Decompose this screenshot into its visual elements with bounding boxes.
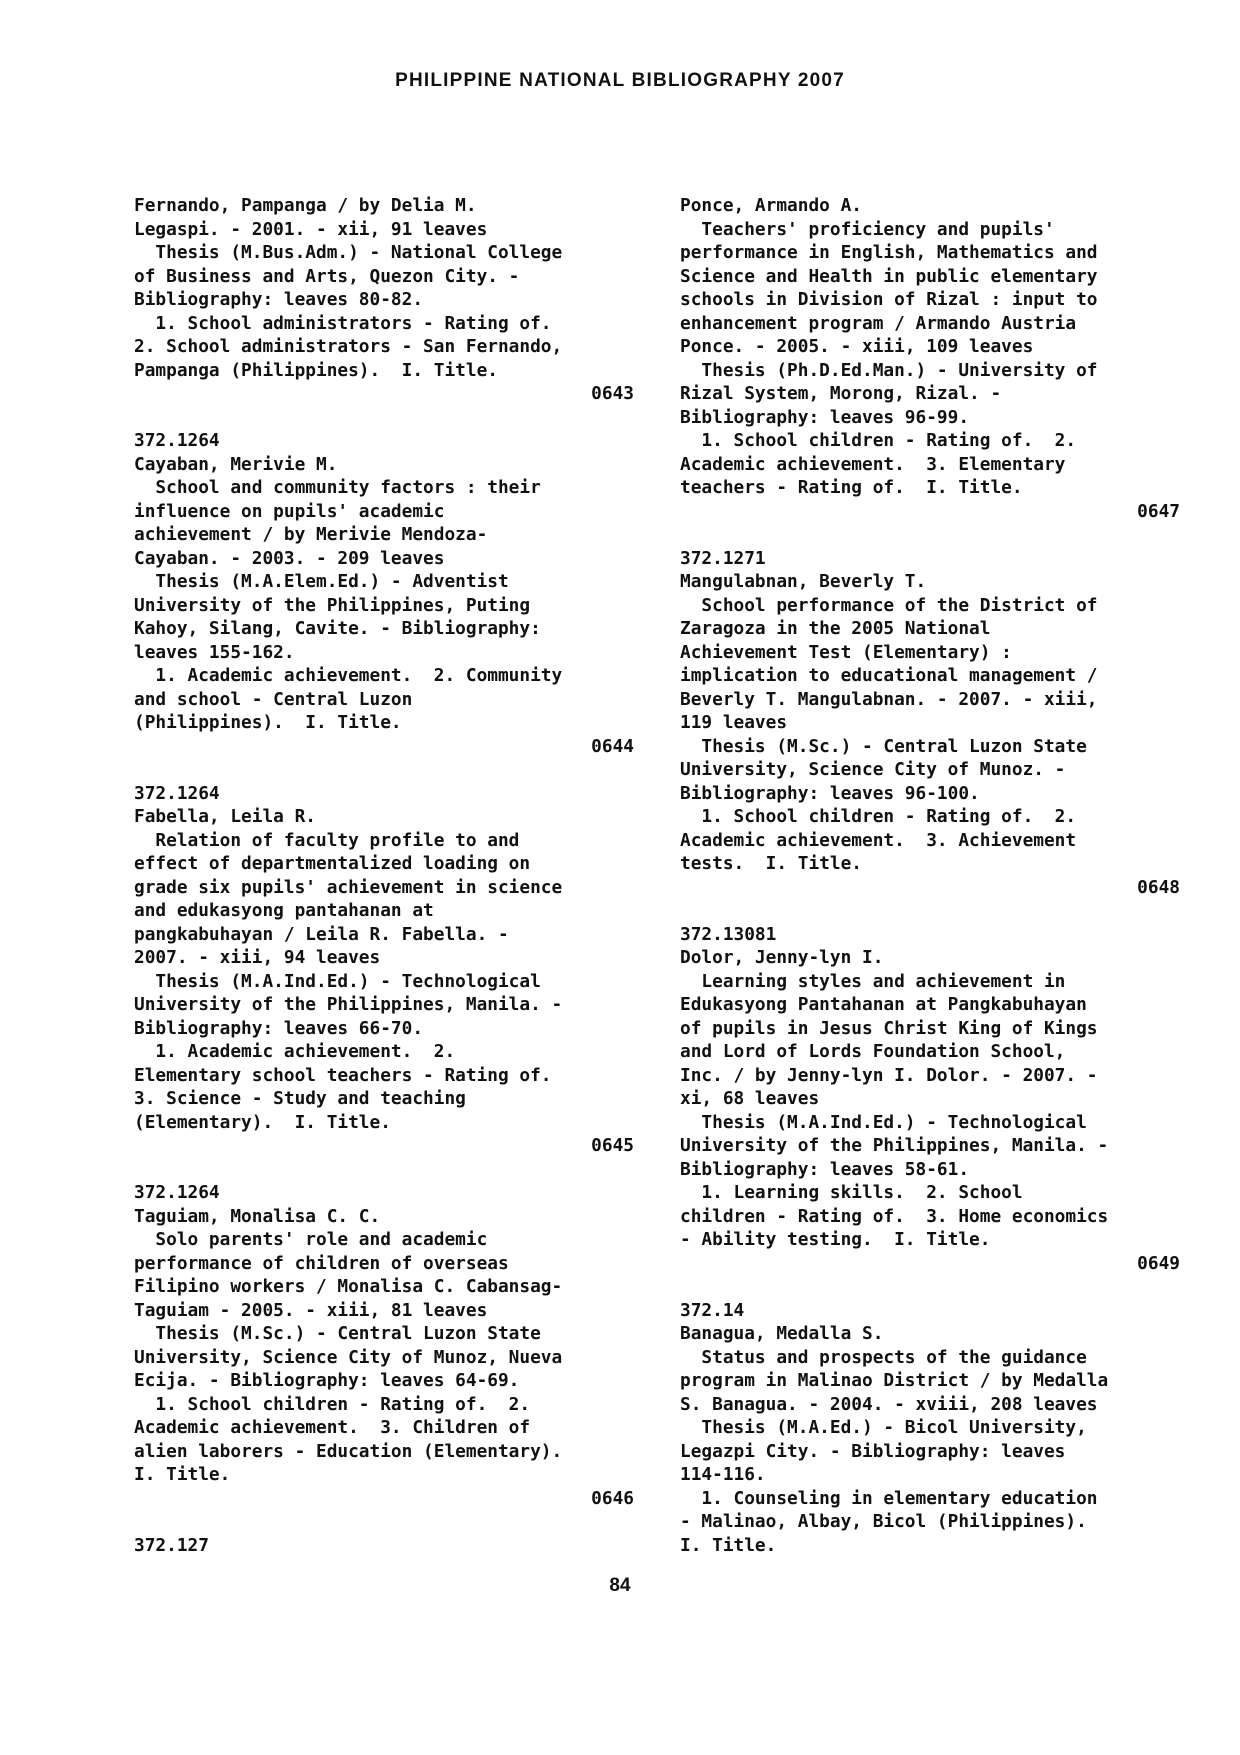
entry-line: Cayaban, Merivie M. [134, 453, 338, 475]
entry-line: performance of children of overseas [134, 1252, 509, 1274]
entry-line: Kahoy, Silang, Cavite. - Bibliography: [134, 618, 541, 639]
entry-line: 1. Counseling in elementary education [680, 1487, 1098, 1509]
entry-line: - Malinao, Albay, Bicol (Philippines). [680, 1511, 1087, 1532]
entry-line: 3. Science - Study and teaching [134, 1088, 466, 1109]
entry-line: enhancement program / Armando Austria [680, 312, 1077, 334]
entry-line: alien laborers - Education (Elementary). [134, 1440, 563, 1462]
entry-line: Academic achievement. 3. Children of [134, 1417, 531, 1438]
entry-line: Rizal System, Morong, Rizal. - [680, 383, 1002, 404]
entry-spacer [134, 1158, 634, 1182]
entry-spacer [134, 406, 634, 430]
entry-line: Bibliography: leaves 58-61. [680, 1158, 970, 1180]
entry-line: Thesis (M.A.Elem.Ed.) - Adventist [134, 571, 509, 592]
entry-line: tests. I. Title. [680, 853, 862, 874]
bibliography-entry [680, 923, 1180, 1276]
entry-line: Beverly T. Mangulabnan. - 2007. - xiii, [680, 688, 1098, 710]
bibliography-entry [134, 782, 634, 1158]
entry-line: 1. Learning skills. 2. School [680, 1182, 1023, 1203]
entry-line: Thesis (M.Sc.) - Central Luzon State [680, 735, 1087, 757]
entry-line: schools in Division of Rizal : input to [680, 289, 1098, 310]
entry-line: Taguiam - 2005. - xiii, 81 leaves [134, 1299, 488, 1321]
entry-line: Science and Health in public elementary [680, 265, 1098, 287]
entry-line: Solo parents' role and academic [134, 1229, 488, 1250]
entry-line: Inc. / by Jenny-lyn I. Dolor. - 2007. - [680, 1064, 1098, 1086]
entry-line: grade six pupils' achievement in science [134, 876, 563, 898]
entry-line: and Lord of Lords Foundation School, [680, 1041, 1066, 1062]
entry-line: implication to educational management / [680, 665, 1098, 686]
entry-line: 1. School administrators - Rating of. [134, 312, 552, 334]
entry-line: Relation of faculty profile to and [134, 829, 520, 851]
entry-line: Teachers' proficiency and pupils' [680, 218, 1055, 240]
entry-line: program in Malinao District / by Medalla [680, 1370, 1109, 1391]
entry-line: Banagua, Medalla S. [680, 1323, 884, 1344]
entry-number: 0644 [591, 735, 634, 757]
entry-line: 1. School children - Rating of. 2. [680, 806, 1077, 827]
page-number: 84 [609, 1575, 631, 1596]
entry-line: Bibliography: leaves 66-70. [134, 1017, 424, 1039]
running-header: PHILIPPINE NATIONAL BIBLIOGRAPHY 2007 [395, 70, 845, 91]
entry-number: 0649 [1137, 1252, 1180, 1274]
entry-line: Achievement Test (Elementary) : [680, 641, 1012, 663]
entry-line: I. Title. [680, 1534, 777, 1556]
entry-spacer [134, 758, 634, 782]
entry-line: Thesis (M.Bus.Adm.) - National College [134, 242, 563, 263]
entry-line: (Elementary). I. Title. [134, 1111, 391, 1133]
entry-spacer [680, 899, 1180, 923]
entry-line: Ponce. - 2005. - xiii, 109 leaves [680, 336, 1034, 357]
entry-line: achievement / by Merivie Mendoza- [134, 524, 488, 545]
entry-line: of pupils in Jesus Christ King of Kings [680, 1017, 1098, 1039]
entry-line: Legazpi City. - Bibliography: leaves [680, 1440, 1066, 1462]
entry-line: Edukasyong Pantahanan at Pangkabuhayan [680, 994, 1087, 1015]
entry-line: and school - Central Luzon [134, 688, 413, 710]
entry-line: I. Title. [134, 1464, 231, 1485]
entry-line: Thesis (M.A.Ed.) - Bicol University, [680, 1417, 1087, 1438]
entry-line: 114-116. [680, 1464, 766, 1485]
bibliography-entry [134, 194, 634, 406]
entry-line: 1. Academic achievement. 2. [134, 1041, 456, 1062]
entry-line: 2007. - xiii, 94 leaves [134, 947, 381, 968]
right-column [680, 194, 1180, 1557]
entry-line: Pampanga (Philippines). I. Title. [134, 359, 498, 381]
entry-line: Filipino workers / Monalisa C. Cabansag- [134, 1276, 563, 1297]
left-column [134, 194, 634, 1557]
entry-line: 1. School children - Rating of. 2. [680, 430, 1077, 451]
entry-line: Thesis (Ph.D.Ed.Man.) - University of [680, 359, 1098, 381]
entry-line: 1. Academic achievement. 2. Community [134, 665, 563, 686]
entry-line: 119 leaves [680, 712, 788, 733]
entry-line: School performance of the District of [680, 594, 1098, 616]
entry-number: 0646 [591, 1487, 634, 1509]
entry-line: Cayaban. - 2003. - 209 leaves [134, 547, 445, 569]
entry-number: 0645 [591, 1135, 634, 1156]
bibliography-entry [680, 547, 1180, 900]
bibliography-entry [134, 429, 634, 758]
call-number: 372.13081 [680, 923, 777, 945]
entry-line: Zaragoza in the 2005 National [680, 618, 991, 639]
entry-line: Thesis (M.A.Ind.Ed.) - Technological [680, 1111, 1087, 1133]
entry-number: 0643 [591, 383, 634, 404]
entry-line: teachers - Rating of. I. Title. [680, 477, 1023, 498]
entry-number: 0648 [1137, 876, 1180, 898]
call-number: 372.1271 [680, 547, 766, 569]
call-number: 372.1264 [134, 782, 220, 804]
entry-line: children - Rating of. 3. Home economics [680, 1205, 1109, 1227]
bibliography-entry [680, 194, 1180, 523]
entry-line: S. Banagua. - 2004. - xviii, 208 leaves [680, 1393, 1098, 1415]
entry-number: 0647 [1137, 500, 1180, 522]
entry-line: Academic achievement. 3. Achievement [680, 829, 1077, 851]
entry-line: Fabella, Leila R. [134, 806, 316, 827]
entry-spacer [680, 523, 1180, 547]
call-number: 372.1264 [134, 1182, 220, 1203]
entry-line: of Business and Arts, Quezon City. - [134, 265, 520, 287]
entry-line: Bibliography: leaves 96-100. [680, 782, 980, 804]
entry-line: influence on pupils' academic [134, 500, 445, 522]
entry-line: leaves 155-162. [134, 641, 295, 663]
entry-line: Mangulabnan, Beverly T. [680, 571, 927, 592]
entry-line: University of the Philippines, Puting [134, 594, 531, 616]
entry-line: 1. School children - Rating of. 2. [134, 1393, 531, 1415]
entry-line: University, Science City of Munoz, Nueva [134, 1346, 563, 1368]
call-number: 372.1264 [134, 430, 220, 451]
entry-line: pangkabuhayan / Leila R. Fabella. - [134, 923, 509, 945]
call-number: 372.127 [134, 1534, 209, 1556]
entry-line: Legaspi. - 2001. - xii, 91 leaves [134, 218, 488, 240]
entry-line: Fernando, Pampanga / by Delia M. [134, 195, 477, 216]
bibliography-entry [134, 1181, 634, 1510]
entry-spacer [680, 1275, 1180, 1299]
entry-line: Elementary school teachers - Rating of. [134, 1064, 552, 1086]
bibliography-entry [134, 1534, 634, 1558]
entry-line: xi, 68 leaves [680, 1088, 820, 1109]
call-number: 372.14 [680, 1299, 745, 1321]
entry-line: - Ability testing. I. Title. [680, 1229, 991, 1250]
entry-line: Thesis (M.A.Ind.Ed.) - Technological [134, 970, 541, 992]
entry-line: and edukasyong pantahanan at [134, 900, 434, 921]
entry-line: Bibliography: leaves 80-82. [134, 289, 424, 310]
entry-line: Learning styles and achievement in [680, 970, 1066, 992]
entry-line: Ecija. - Bibliography: leaves 64-69. [134, 1370, 520, 1391]
bibliography-entry [680, 1299, 1180, 1558]
entry-line: Dolor, Jenny-lyn I. [680, 947, 884, 968]
entry-line: performance in English, Mathematics and [680, 242, 1098, 263]
entry-line: Taguiam, Monalisa C. C. [134, 1205, 381, 1227]
entry-line: University of the Philippines, Manila. - [134, 994, 563, 1015]
entry-line: (Philippines). I. Title. [134, 712, 402, 733]
entry-line: University, Science City of Munoz. - [680, 759, 1066, 780]
entry-spacer [134, 1510, 634, 1534]
entry-line: effect of departmentalized loading on [134, 853, 531, 874]
entry-line: Status and prospects of the guidance [680, 1346, 1087, 1368]
entry-line: Ponce, Armando A. [680, 195, 862, 216]
entry-line: 2. School administrators - San Fernando, [134, 336, 563, 357]
entry-line: Academic achievement. 3. Elementary [680, 453, 1066, 475]
entry-line: Thesis (M.Sc.) - Central Luzon State [134, 1323, 541, 1344]
entry-line: University of the Philippines, Manila. - [680, 1135, 1109, 1156]
entry-line: School and community factors : their [134, 477, 541, 498]
entry-line: Bibliography: leaves 96-99. [680, 406, 970, 428]
